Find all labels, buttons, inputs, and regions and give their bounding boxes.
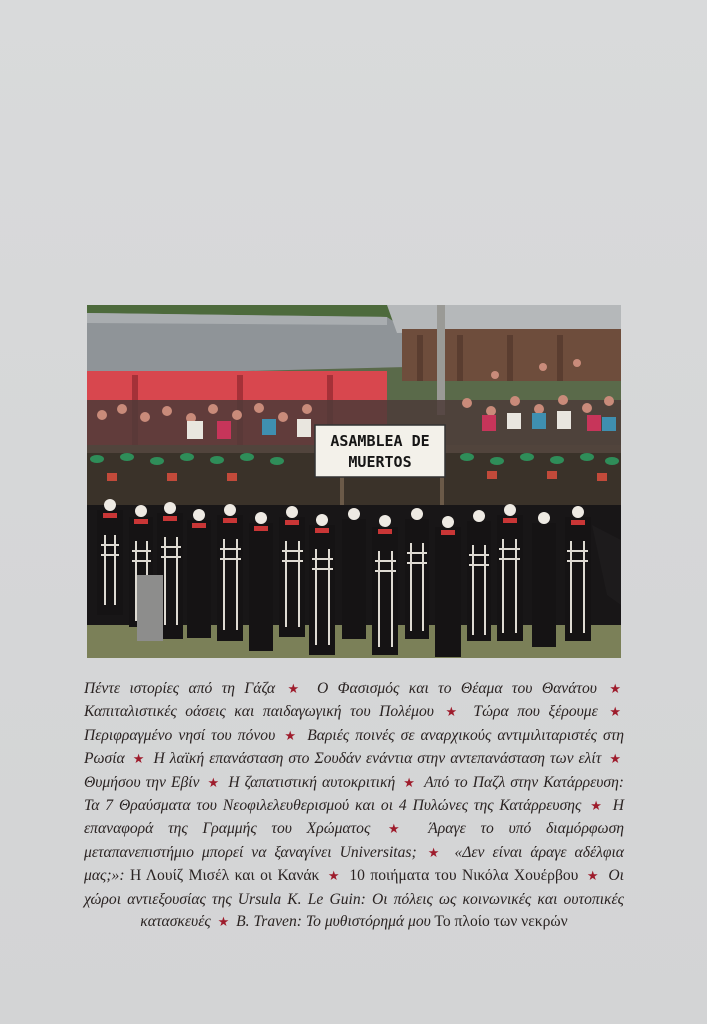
entry-title: Πέντε ιστορίες από τη Γάζα xyxy=(84,680,276,697)
star-separator: ★ xyxy=(207,775,221,791)
entry-title: Περιφραγμένο νησί του πόνου xyxy=(84,726,276,744)
star-separator: ★ xyxy=(327,869,341,885)
entry-title: «Δεν είναι άραγε αδέλφια μας;»: xyxy=(84,843,624,885)
entry-title: Η ζαπατιστική αυτοκριτική xyxy=(228,773,396,791)
entry-title: Ο Φασισμός και το Θέαμα του Θανάτου xyxy=(317,680,597,697)
entry-title: Τώρα που ξέρουμε xyxy=(473,703,598,721)
star-separator: ★ xyxy=(217,915,230,931)
star-separator: ★ xyxy=(586,869,600,885)
entry-title: Η επαναφορά της Γραμμής του Χρώματος xyxy=(84,797,624,838)
entry-author: 10 ποιήματα του Νικόλα Χουέρβου xyxy=(349,867,579,885)
entry-title: Η λαϊκή επανάσταση στο Σουδάν ενάντια στην αντεπανάσταση των ελίτ xyxy=(153,750,602,768)
entry-title: Άραγε το υπό διαμόρφωση μεταπανεπιστήμιο μπορεί να ξαναγίνει Universitas; xyxy=(84,820,624,861)
star-separator: ★ xyxy=(445,705,462,721)
entry-title: Βαριές ποινές σε αναρχικούς αντιμιλιταριστές στη Ρωσία xyxy=(84,726,625,768)
star-separator: ★ xyxy=(427,845,444,861)
star-separator: ★ xyxy=(284,728,299,744)
entry-author: Το πλοίο των νεκρών xyxy=(434,913,568,931)
contents-entry xyxy=(84,703,434,720)
contents-entry xyxy=(84,727,275,744)
star-separator: ★ xyxy=(609,752,621,768)
entry-title: Καπιταλιστικές οάσεις και παιδαγωγική του Πολέμου xyxy=(84,703,434,721)
sign-line-1: ASAMBLEA DE xyxy=(330,432,430,450)
contents-entry xyxy=(349,867,578,884)
entry-author: Η Λουίζ Μισέλ και οι Κανάκ xyxy=(129,867,320,885)
contents-entry xyxy=(154,750,602,767)
sign-line-2: MUERTOS xyxy=(348,453,412,471)
star-separator: ★ xyxy=(609,705,622,721)
entry-title: Θυμήσου την Εβίν xyxy=(84,773,200,791)
star-separator: ★ xyxy=(403,775,417,791)
contents-entry xyxy=(317,680,597,697)
star-separator: ★ xyxy=(287,682,305,697)
contents-entry xyxy=(236,913,568,930)
cover-photo xyxy=(87,305,621,658)
entry-title: Οι χώροι αντιεξουσίας της Ursula K. Le Guin: Οι πόλεις ως κοινωνικές και ουτοπικές κατασκευές xyxy=(84,867,624,931)
star-separator: ★ xyxy=(609,682,621,697)
contents-entry xyxy=(84,680,275,697)
contents-entry xyxy=(473,703,597,720)
contents-entry xyxy=(84,774,199,791)
table-of-contents xyxy=(84,678,624,934)
star-separator: ★ xyxy=(590,799,604,815)
star-separator: ★ xyxy=(132,752,146,768)
entry-title: Από το Παζλ στην Κατάρρευση: Τα 7 Θραύσματα του Νεοφιλελευθερισμού και οι 4 Πυλώνες της Κατάρρευσης xyxy=(84,773,625,815)
entry-title: B. Traven: Το μυθιστόρημά μου xyxy=(236,913,431,931)
star-separator: ★ xyxy=(388,822,411,838)
contents-entry xyxy=(228,774,395,791)
